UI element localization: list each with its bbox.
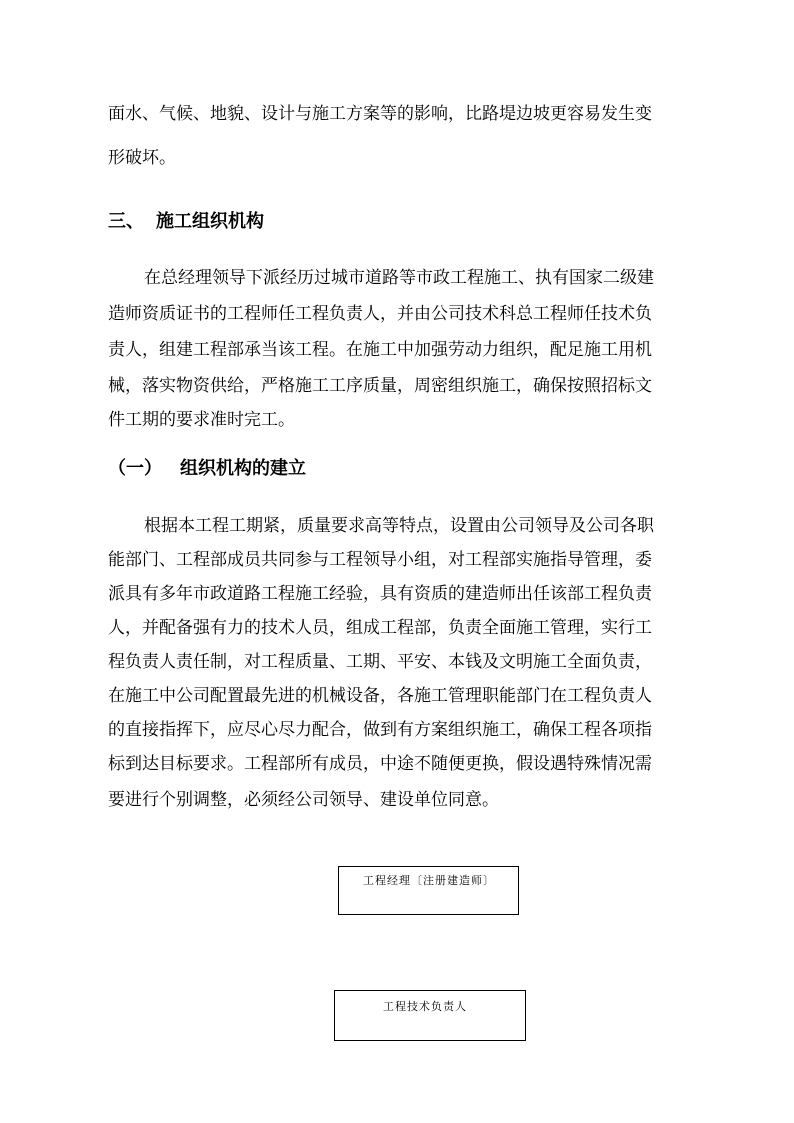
text-line: 程负责人责任制，对工程质量、工期、平安、本钱及文明施工全面负责， xyxy=(108,652,652,672)
section-title: 施工组织机构 xyxy=(156,211,264,232)
org-box-project-manager xyxy=(338,866,519,915)
text-line: 责人，组建工程部承当该工程。在施工中加强劳动力组织，配足施工用机 xyxy=(108,340,652,360)
text-line: 件工期的要求准时完工。 xyxy=(108,410,295,430)
text-line: 派具有多年市政道路工程施工经验，具有资质的建造师出任该部工程负责 xyxy=(108,584,652,604)
text-line: 形破坏。 xyxy=(108,148,176,168)
subsection-title: 组织机构的建立 xyxy=(180,458,306,479)
text-line: 人，并配备强有力的技术人员，组成工程部，负责全面施工管理，实行工 xyxy=(108,618,652,638)
text-line: 面水、气候、地貌、设计与施工方案等的影响，比路堤边坡更容易发生变 xyxy=(108,104,652,124)
text-line: 在总经理领导下派经历过城市道路等市政工程施工、执有国家二级建 xyxy=(144,268,654,288)
org-box-technical-lead xyxy=(334,990,526,1041)
subsection-number: （一） xyxy=(108,458,162,479)
text-line: 械，落实物资供给，严格施工工序质量，周密组织施工，确保按照招标文 xyxy=(108,376,652,396)
text-line: 的直接指挥下，应尽心尽力配合，做到有方案组织施工，确保工程各项指 xyxy=(108,720,652,740)
text-line: 造师资质证书的工程师任工程负责人，并由公司技术科总工程师任技术负 xyxy=(108,304,652,324)
section-number: 三、 xyxy=(108,211,144,232)
org-box-label: 工程经理〔注册建造师〕 xyxy=(363,874,495,887)
org-box-label: 工程技术负责人 xyxy=(383,1000,467,1013)
text-line: 能部门、工程部成员共同参与工程领导小组，对工程部实施指导管理，委 xyxy=(108,550,652,570)
text-line: 要进行个别调整，必须经公司领导、建设单位同意。 xyxy=(108,790,499,810)
text-line: 标到达目标要求。工程部所有成员，中途不随便更换，假设遇特殊情况需 xyxy=(108,754,652,774)
text-line: 在施工中公司配置最先进的机械设备，各施工管理职能部门在工程负责人 xyxy=(108,686,652,706)
text-line: 根据本工程工期紧，质量要求高等特点，设置由公司领导及公司各职 xyxy=(144,516,654,536)
